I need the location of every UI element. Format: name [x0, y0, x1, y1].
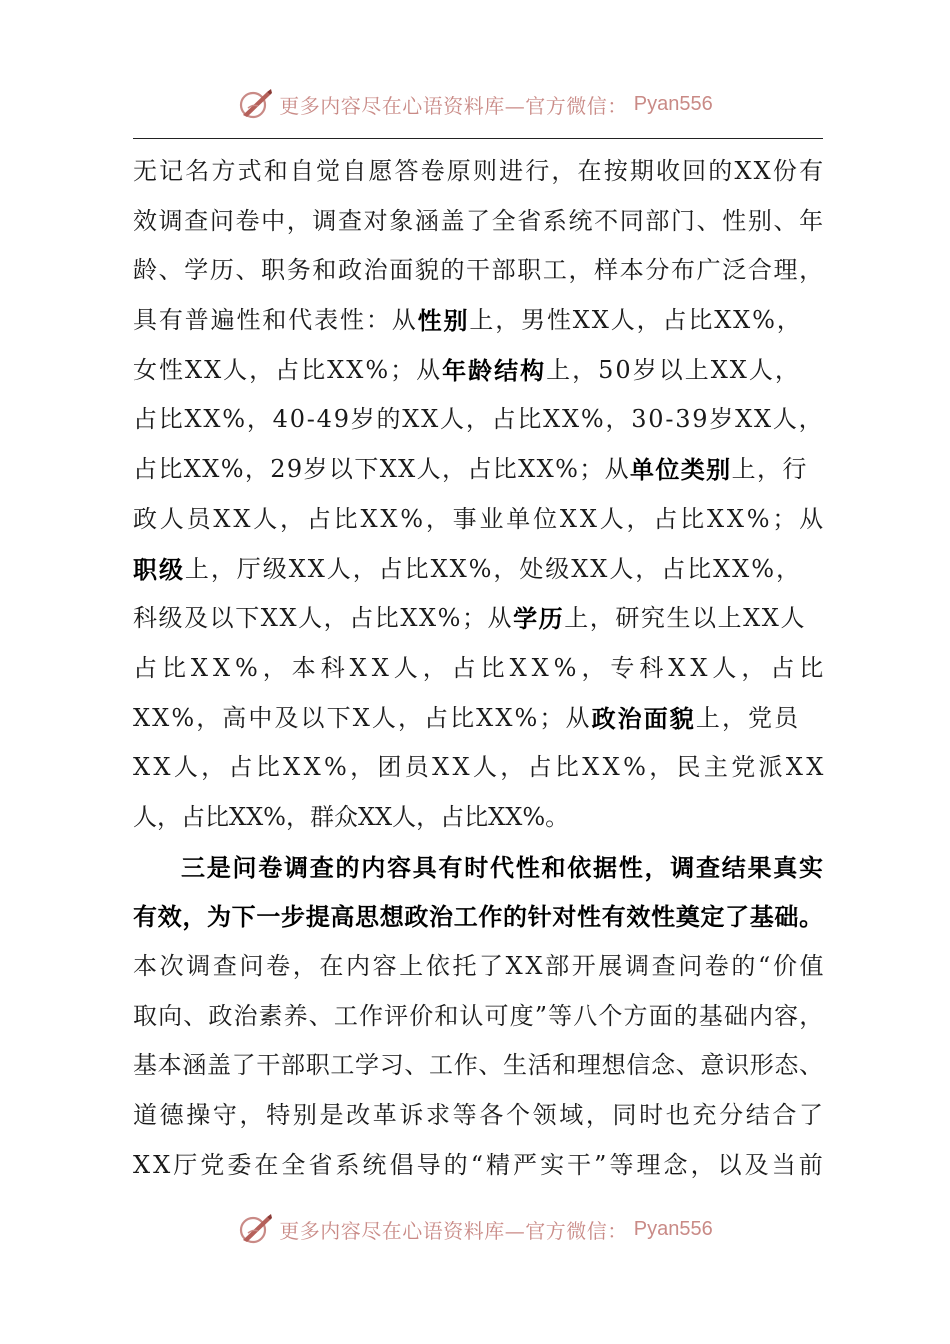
text-line: 取向、政治素养、工作评价和认可度”等八个方面的基础内容， — [133, 1001, 825, 1030]
text-line: 无记名方式和自觉自愿答卷原则进行，在按期收回的XX份有 — [133, 157, 826, 185]
text-line: 本次调查问卷，在内容上依托了XX部开展调查问卷的“价值 — [133, 952, 827, 980]
text-line: 人，占比XX%，群众XX人，占比XX%。 — [133, 802, 570, 831]
text-line: 科级及以下XX人，占比XX%；从 学历 上，研究生以上XX人 — [133, 594, 823, 644]
keyword-political-status: 政治面貌 — [591, 703, 696, 733]
text-line: 女性XX人，占比XX%；从 年龄结构 上，50岁以上XX人， — [133, 346, 823, 396]
text-line: XX%，高中及以下X人，占比XX%；从 政治面貌 上，党员 — [133, 694, 823, 744]
text-line: 道德操守，特别是改革诉求等各个领域，同时也充分结合了 — [133, 1101, 826, 1130]
text-line: 效调查问卷中，调查对象涵盖了全省系统不同部门、性别、年 — [133, 206, 825, 235]
text-line: 占比XX%，29岁以下XX人，占比XX%；从 单位类别 上，行 — [133, 445, 823, 495]
keyword-age-structure: 年龄结构 — [442, 355, 547, 385]
text-line: 基本涵盖了干部职工学习、工作、生活和理想信念、意识形态、 — [133, 1051, 824, 1080]
watermark-id: Pyan556 — [633, 1217, 713, 1240]
keyword-rank: 职级 — [133, 554, 185, 584]
watermark — [237, 88, 712, 120]
text-line: 占比XX%，40-49岁的XX人，占比XX%，30-39岁XX人， — [133, 405, 825, 434]
text-line: 龄、学历、职务和政治面貌的干部职工，样本分布广泛合理， — [133, 256, 825, 285]
watermark-text: 更多内容尽在心语资料库—官方微信： — [279, 93, 628, 118]
text-line: XX厅党委在全省系统倡导的“精严实干”等理念，以及当前 — [133, 1150, 826, 1179]
bold-heading-line: 有效，为下一步提高思想政治工作的针对性有效性奠定了基础。 — [133, 902, 824, 932]
keyword-education: 学历 — [513, 604, 565, 634]
text-line: 具有普遍性和代表性：从 性别 上，男性XX人，占比XX%， — [133, 296, 823, 346]
footer-watermark — [0, 1209, 950, 1249]
bold-heading-line: 三是问卷调查的内容具有时代性和依据性，调查结果真实 — [181, 852, 825, 882]
keyword-gender: 性别 — [417, 306, 470, 336]
document-body — [133, 147, 829, 1190]
watermark-text: 更多内容尽在心语资料库—官方微信： — [279, 1218, 628, 1243]
header-rule — [133, 138, 823, 139]
text-line: 占比XX%，本科XX人，占比XX%，专科XX人，占比 — [133, 653, 829, 682]
watermark-id: Pyan556 — [633, 92, 713, 115]
pen-logo-icon — [237, 88, 273, 120]
keyword-unit-category: 单位类别 — [630, 455, 732, 485]
pen-logo-icon — [237, 1213, 273, 1245]
text-line: 职级 上，厅级XX人，占比XX%，处级XX人，占比XX%， — [133, 545, 823, 595]
text-line: 政人员XX人，占比XX%，事业单位XX人，占比XX%；从 — [133, 504, 826, 533]
text-line: XX人，占比XX%，团员XX人，占比XX%，民主党派XX — [133, 753, 827, 782]
header-watermark — [0, 84, 950, 124]
watermark — [237, 1213, 712, 1245]
